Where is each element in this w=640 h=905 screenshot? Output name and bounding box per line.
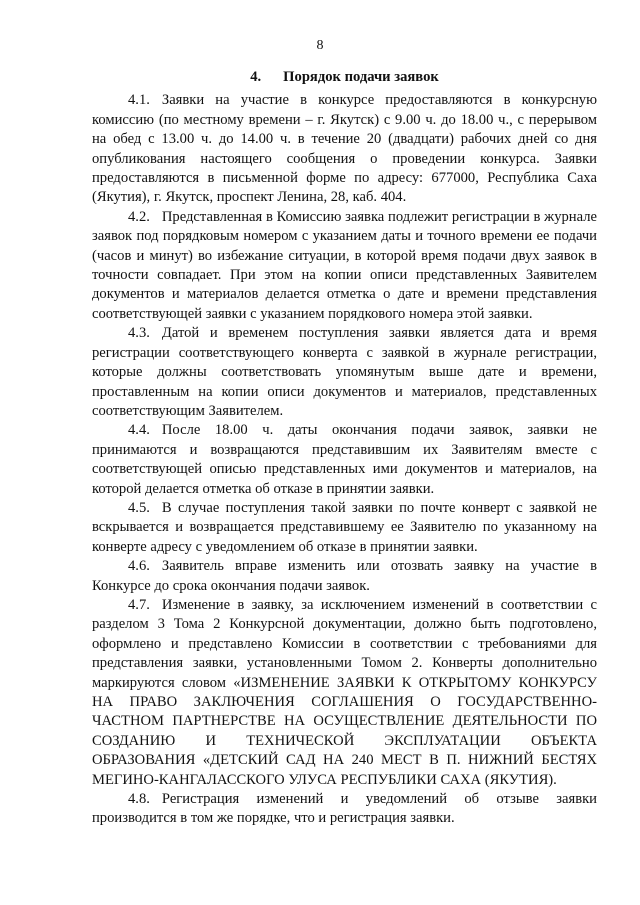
section-heading — [92, 68, 597, 87]
paragraph-number: 4.5. — [128, 499, 150, 516]
paragraph-text: Заявки на участие в конкурсе предоставляются в конкурсную комиссию (по местному времени – г. Якутск) с 9.00 ч. до 18.00 ч., с перерывом на обед с 13.00 ч. до 14.00 ч. в течение 20 (двадцати) рабочих дней со дня опубликования настоящего сообщения о проведении конкурса. Заявки предоставляются в письменной форме по адресу: 677000, Республика Саха (Якутия), г. Якутск, проспект Ленина, 28, каб. 404. — [92, 92, 597, 206]
paragraph-4-5 — [92, 499, 597, 557]
paragraph-text: После 18.00 ч. даты окончания подачи заявок, заявки не принимаются и возвращаются представившим их Заявителям вместе с соответствующей описью представленных ими документов и материалов, на которой делается отметка об отказе в принятии заявки. — [92, 422, 597, 497]
paragraph-text: В случае поступления такой заявки по почте конверт с заявкой не вскрывается и возвращается представившему ее Заявителю по указанному на конверте адресу с уведомлением об отказе в принятии заявки. — [92, 499, 597, 555]
paragraph-number: 4.4. — [128, 422, 150, 439]
paragraph-4-2 — [92, 208, 597, 324]
paragraph-text: Изменение в заявку, за исключением изменений в соответствии с разделом 3 Тома 2 Конкурсной документации, должно быть подготовлено, оформлено и представлено Комиссии в соответствии с требованиями для представления заявки, установленными Томом 2. Конверты дополнительно маркируются словом «ИЗМЕНЕНИЕ ЗАЯВКИ К ОТКРЫТОМУ КОНКУРСУ НА ПРАВО ЗАКЛЮЧЕНИЯ СОГЛАШЕНИЯ О ГОСУДАРСТВЕННО-ЧАСТНОМ ПАРТНЕРСТВЕ НА ОСУЩЕСТВЛЕНИЕ ДЕЯТЕЛЬНОСТИ ПО СОЗДАНИЮ И ТЕХНИЧЕСКОЙ ЭКСПЛУАТАЦИИ ОБЪЕКТА ОБРАЗОВАНИЯ «ДЕТСКИЙ САД НА 240 МЕСТ В П. НИЖНИЙ БЕСТЯХ МЕГИНО-КАНГАЛАССКОГО УЛУСА РЕСПУБЛИКИ САХА (ЯКУТИЯ). — [92, 596, 597, 788]
paragraph-number: 4.8. — [128, 791, 150, 808]
paragraph-4-3 — [92, 324, 597, 421]
section-number: 4. — [250, 69, 262, 85]
paragraph-number: 4.2. — [128, 208, 150, 225]
paragraph-number: 4.3. — [128, 325, 150, 342]
paragraph-text: Датой и временем поступления заявки является дата и время регистрации соответствующего конверта с заявкой в журнале регистрации, которые должны соответствовать упомянутым выше дате и времени, проставленным на копии описи документов и материалов, представленных соответствующим Заявителем. — [92, 325, 597, 419]
paragraph-text: Регистрация изменений и уведомлений об отзыве заявки производится в том же порядке, что и регистрация заявки. — [92, 791, 597, 827]
paragraph-number: 4.6. — [128, 558, 150, 575]
paragraph-4-7 — [92, 596, 597, 790]
paragraph-4-6 — [92, 557, 597, 596]
paragraph-text: Представленная в Комиссию заявка подлежит регистрации в журнале заявок под порядковым номером с указанием даты и точного времени ее подачи (часов и минут) во избежание ситуации, в которой время подачи двух заявок в точности совпадает. При этом на копии описи представленных Заявителем документов и материалов делается отметка о дате и времени представления соответствующей заявки с указанием порядкового номера этой заявки. — [92, 208, 597, 322]
page-number: 8 — [316, 38, 324, 53]
paragraph-4-8 — [92, 790, 597, 829]
paragraph-4-4 — [92, 421, 597, 499]
paragraph-4-1 — [92, 91, 597, 207]
paragraph-number: 4.1. — [128, 92, 150, 109]
document-body — [92, 68, 597, 829]
paragraph-number: 4.7. — [128, 596, 150, 613]
section-title: Порядок подачи заявок — [283, 69, 439, 85]
paragraph-text: Заявитель вправе изменить или отозвать заявку на участие в Конкурсе до срока окончания подачи заявок. — [92, 558, 597, 594]
